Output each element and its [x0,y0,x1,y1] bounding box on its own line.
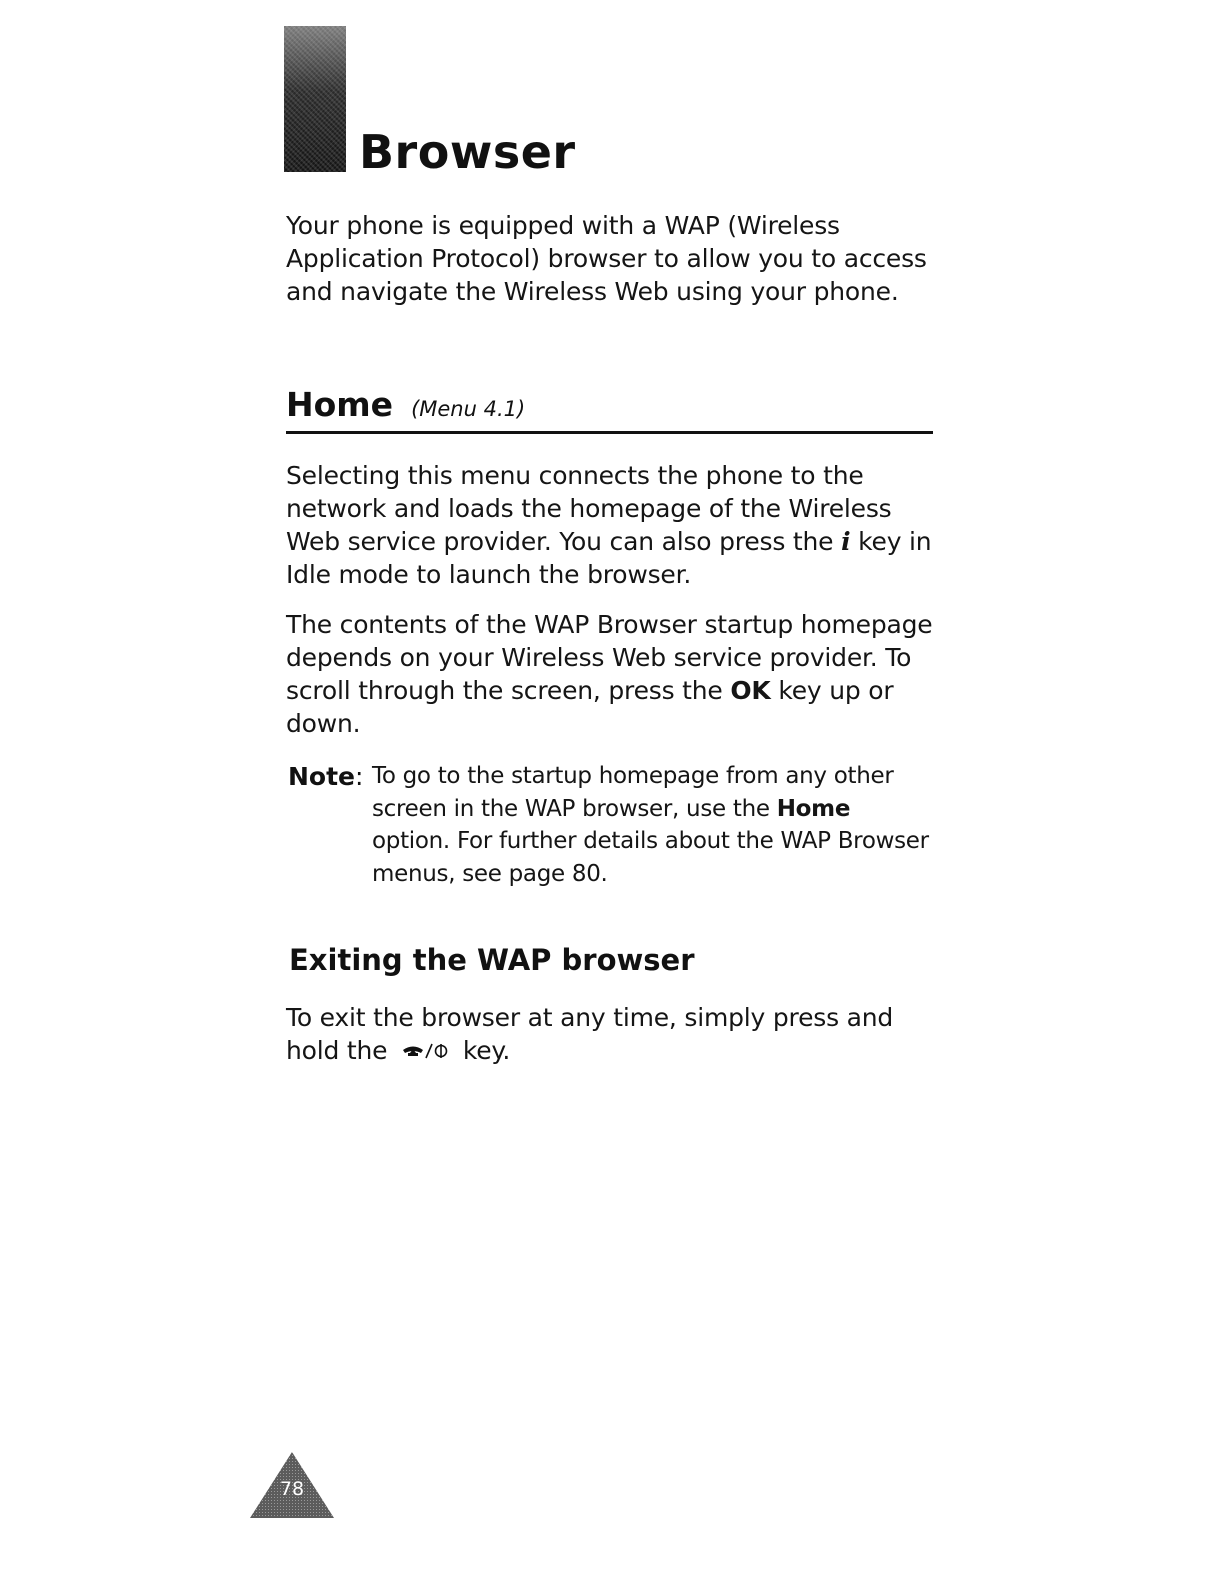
section-divider [286,431,933,434]
home-section-heading [286,383,525,431]
note-label [288,760,363,793]
note-text-a: To go to the startup homepage from any other screen in the WAP browser, use the [372,763,894,822]
home-para2-text-b: key up or down. [286,676,894,738]
exit-paragraph [286,1001,936,1069]
home-para2-text-a: The contents of the WAP Browser startup homepage depends on your Wireless Web service provider. To scroll through the screen, press the [286,610,933,705]
home-paragraph-1 [286,459,936,591]
exit-section-heading: Exiting the WAP browser [289,943,695,977]
home-para1-text-b: key in Idle mode to launch the browser. [286,527,932,589]
end-power-key-icon [401,1036,451,1069]
note-label-text: Note [288,762,356,791]
home-option-label: Home [776,795,851,822]
ok-key-label: OK [730,676,771,705]
note-colon: : [355,762,364,791]
page-number: 78 [279,1478,305,1500]
home-heading-text: Home [286,385,394,424]
menu-reference: (Menu 4.1) [411,397,526,421]
info-key-icon: i [841,527,851,556]
note-text-b: option. For further details about the WAP Browser menus, see page 80. [372,828,929,887]
note-body [372,760,932,890]
intro-paragraph: Your phone is equipped with a WAP (Wireless Application Protocol) browser to allow you to access and navigate the Wireless Web using your phone. [286,211,927,306]
home-para1-text-a: Selecting this menu connects the phone to the network and loads the homepage of the Wireless Web service provider. You can also press the [286,461,892,556]
exit-text-a: To exit the browser at any time, simply press and hold the [286,1003,894,1065]
chapter-tab-graphic [284,26,346,172]
exit-text-b: key. [455,1036,511,1065]
chapter-title: Browser [359,125,576,179]
home-paragraph-2 [286,608,936,740]
